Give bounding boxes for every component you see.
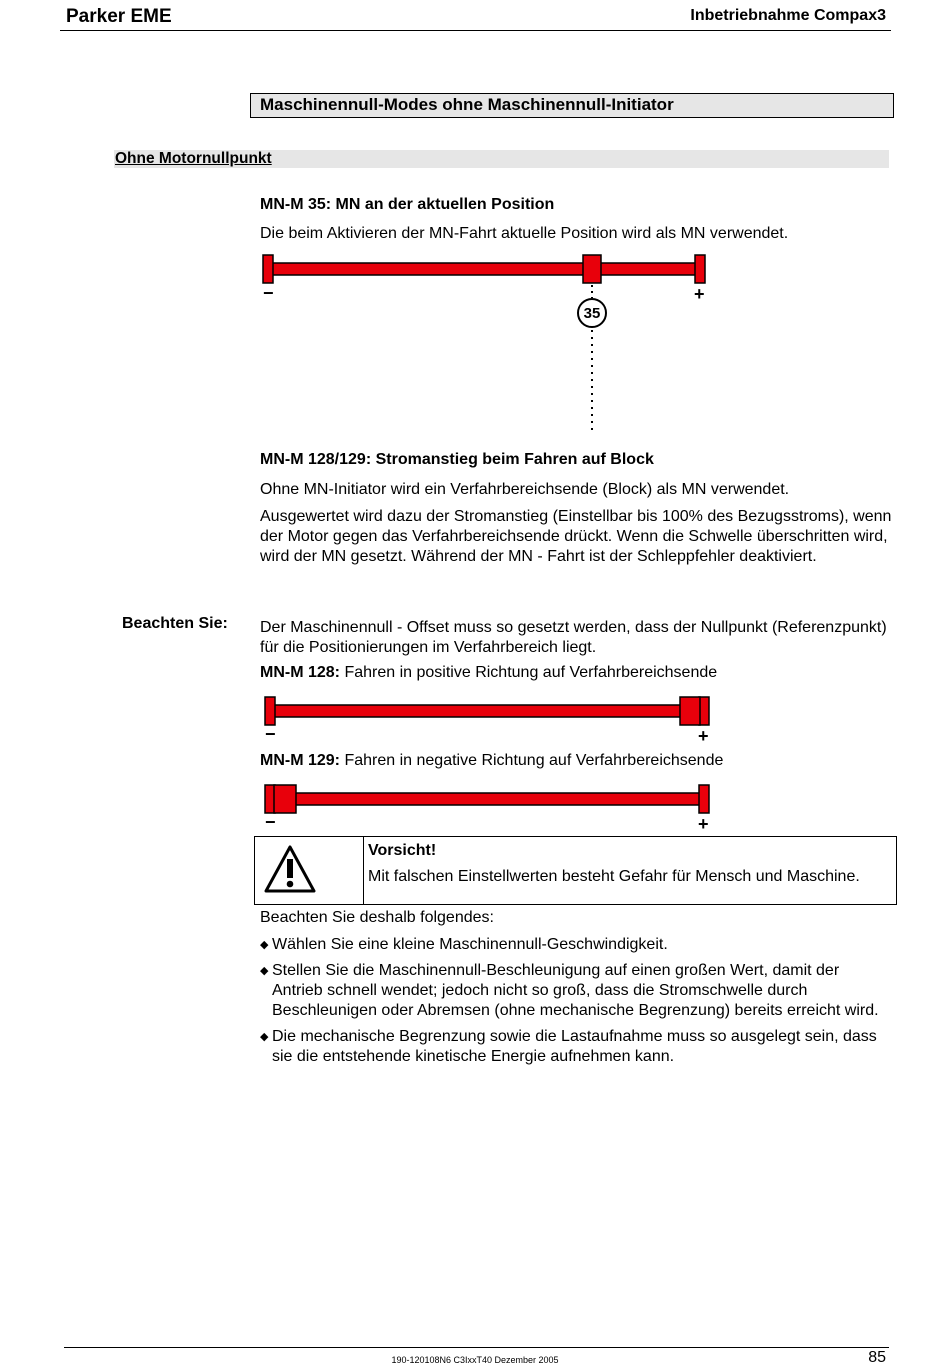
precaution-list — [260, 935, 890, 1073]
document-brand: Parker EME — [66, 6, 172, 27]
list-item-text: Stellen Sie die Maschinennull-Beschleunigung auf einen großen Wert, damit der Antrieb schnell wendet; jedoch nicht so groß, dass die Stromschwelle durch Beschleunigen oder Abremsen (ohne mechanische Begrenzung) bereits erreicht wird. — [272, 962, 879, 1019]
rail-end-left — [263, 255, 273, 283]
mode128-code: MN-M 128: — [260, 664, 341, 681]
section-heading: Maschinennull-Modes ohne Maschinennull-Initiator — [250, 93, 894, 118]
mode128-text: Fahren in positive Richtung auf Verfahrbereichsende — [340, 664, 718, 681]
plus-sign: + — [698, 814, 709, 834]
mode35-diagram — [255, 250, 725, 435]
minus-sign: − — [265, 724, 276, 744]
block-position — [274, 785, 296, 813]
minus-sign: − — [263, 283, 274, 303]
minus-sign: − — [265, 812, 276, 832]
list-item-text: Wählen Sie eine kleine Maschinennull-Geschwindigkeit. — [272, 936, 668, 953]
bullet-diamond-icon: ◆ — [260, 1031, 269, 1043]
bullet-diamond-icon: ◆ — [260, 939, 269, 951]
mode128-line — [260, 663, 895, 683]
mode128-129-text2: Ausgewertet wird dazu der Stromanstieg (Einstellbar bis 100% des Bezugsstroms), wenn der Motor gegen das Verfahrbereichsende drückt. Wenn die Schwelle überschritten wird, wird der MN gesetzt. Während der MN - Fahrt ist der Schleppfehler deaktiviert. — [260, 508, 892, 565]
mode128-129-text1: Ohne MN-Initiator wird ein Verfahrbereichsende (Block) als MN verwendet. — [260, 481, 790, 498]
block-position — [680, 697, 700, 725]
current-position-block — [583, 255, 601, 283]
mode129-code: MN-M 129: — [260, 752, 341, 769]
rail-end-right — [699, 785, 709, 813]
mode129-line — [260, 751, 895, 771]
footer-divider — [64, 1347, 889, 1348]
footer-doc-id: 190-120108N6 C3IxxT40 Dezember 2005 — [391, 1355, 559, 1365]
page-number: 85 — [868, 1349, 886, 1366]
note-label: Beachten Sie: — [122, 615, 228, 632]
plus-sign: + — [698, 726, 709, 746]
subsection-heading: Ohne Motornullpunkt — [115, 150, 272, 167]
warning-text: Mit falschen Einstellwerten besteht Gefahr für Mensch und Maschine. — [368, 868, 860, 885]
rail-end-left — [265, 697, 275, 725]
mode129-text: Fahren in negative Richtung auf Verfahrbereichsende — [340, 752, 724, 769]
list-item-text: Die mechanische Begrenzung sowie die Lastaufnahme muss so ausgelegt sein, dass sie die entstehende kinetische Energie aufnehmen kann. — [272, 1028, 877, 1065]
warning-box — [254, 836, 897, 905]
list-item — [260, 1027, 890, 1067]
rail-bar — [273, 705, 693, 717]
mode128-diagram — [255, 692, 725, 747]
plus-sign: + — [694, 284, 705, 304]
mode35-title: MN-M 35: MN an der aktuellen Position — [260, 196, 555, 213]
warning-divider — [363, 837, 364, 904]
rail-bar — [269, 263, 699, 275]
list-item — [260, 961, 890, 1021]
document-title: Inbetriebnahme Compax3 — [690, 7, 886, 24]
mode128-129-title: MN-M 128/129: Stromanstieg beim Fahren auf Block — [260, 451, 654, 468]
bullet-diamond-icon: ◆ — [260, 965, 269, 977]
warning-triangle-icon — [264, 844, 316, 894]
consider-text: Beachten Sie deshalb folgendes: — [260, 909, 494, 926]
marker-label: 35 — [583, 305, 601, 322]
note-text: Der Maschinennull - Offset muss so gesetzt werden, dass der Nullpunkt (Referenzpunkt) für die Positionierungen im Verfahrbereich liegt. — [260, 619, 887, 656]
mode35-text: Die beim Aktivieren der MN-Fahrt aktuelle Position wird als MN verwendet. — [260, 225, 789, 242]
mode129-diagram — [255, 780, 725, 835]
header-divider — [60, 30, 891, 31]
rail-end-right — [695, 255, 705, 283]
list-item — [260, 935, 890, 955]
warning-title: Vorsicht! — [368, 842, 437, 859]
rail-bar — [293, 793, 703, 805]
